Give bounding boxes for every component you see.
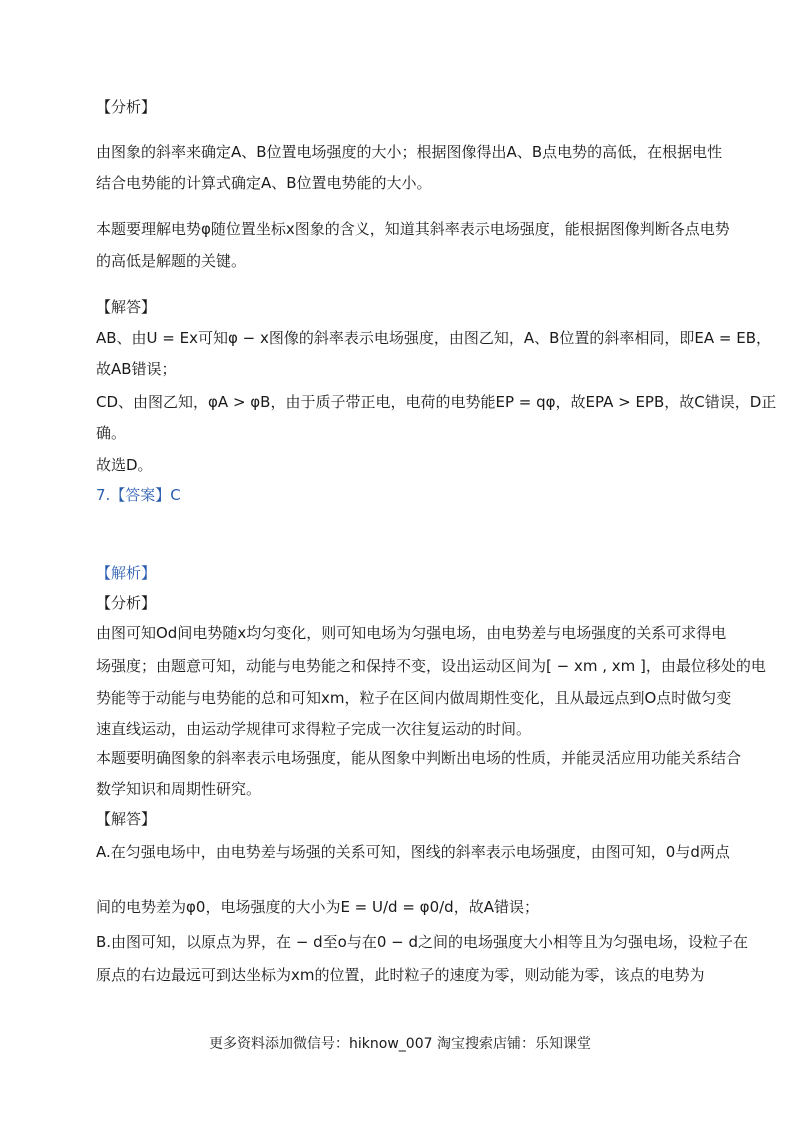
analysis-line: 场强度；由题意可知，动能与电势能之和保持不变，设出运动区间为[ − xm , xm ]，由最位移处的电 (96, 657, 766, 675)
analysis-line: 结合电势能的计算式确定A、B位置电势能的大小。 (96, 174, 432, 192)
analysis-heading: 【分析】 (96, 594, 157, 612)
analysis-line: 势能等于动能与电势能的总和可知xm，粒子在区间内做周期性变化，且从最远点到O点时做匀变 (96, 689, 732, 707)
summary-line: 数学知识和周期性研究。 (96, 780, 262, 798)
solution-line: B.由图可知，以原点为界，在 − d至o与在0 − d之间的电场强度大小相等且为匀强电场，设粒子在 (96, 933, 749, 951)
footer-note: 更多资料添加微信号：hiknow_007 淘宝搜索店铺：乐知课堂 (209, 1036, 591, 1052)
summary-line: 本题要理解电势φ随位置坐标x图象的含义，知道其斜率表示电场强度，能根据图像判断各点电势 (96, 220, 730, 238)
solution-line: 间的电势差为φ0，电场强度的大小为E = U/d = φ0/d，故A错误； (96, 898, 539, 916)
solution-line: CD、由图乙知，φA > φB，由于质子带正电，电荷的电势能EP = qφ，故EPA > EPB，故C错误，D正 (96, 393, 777, 411)
solution-line: A.在匀强电场中，由电势差与场强的关系可知，图线的斜率表示电场强度，由图可知，0与d两点 (96, 843, 730, 861)
summary-line: 的高低是解题的关键。 (96, 252, 247, 270)
solution-line: AB、由U = Ex可知φ − x图像的斜率表示电场强度，由图乙知，A、B位置的斜率相同，即EA = EB， (96, 329, 772, 347)
analysis-line: 由图象的斜率来确定A、B位置电场强度的大小；根据图像得出A、B点电势的高低，在根据电性 (96, 143, 723, 161)
solution-heading: 【解答】 (96, 298, 157, 316)
solution-line: 确。 (96, 424, 127, 442)
solution-line: 原点的右边最远可到达坐标为xm的位置，此时粒子的速度为零，则动能为零，该点的电势为 (96, 966, 705, 984)
solution-line: 故选D。 (96, 456, 153, 474)
answer-line: 7.【答案】C (96, 486, 181, 504)
summary-line: 本题要明确图象的斜率表示电场强度，能从图象中判断出电场的性质，并能灵活应用功能关系结合 (96, 749, 742, 767)
analysis-line: 由图可知Od间电势随x均匀变化，则可知电场为匀强电场，由电势差与电场强度的关系可求得电 (96, 624, 727, 642)
analysis-heading: 【分析】 (96, 98, 157, 116)
analysis-line: 速直线运动，由运动学规律可求得粒子完成一次往复运动的时间。 (96, 720, 532, 738)
explain-tag: 【解析】 (96, 564, 157, 582)
solution-heading: 【解答】 (96, 810, 157, 828)
solution-line: 故AB错误； (96, 360, 177, 378)
